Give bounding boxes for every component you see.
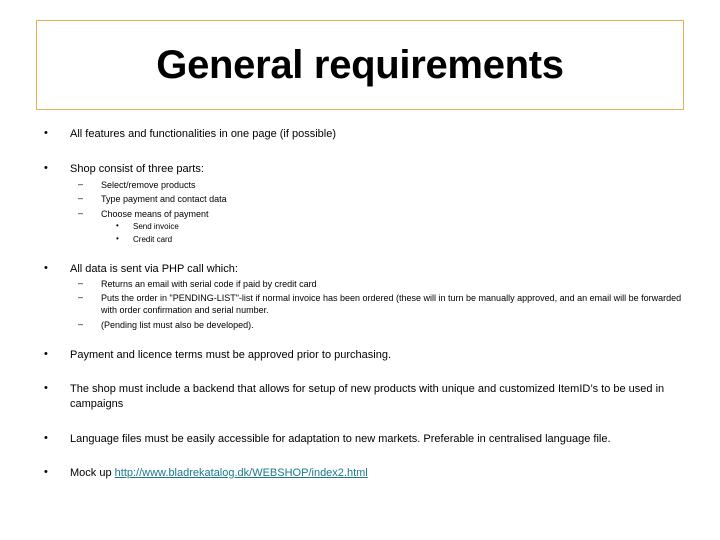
sub-sub-item: Send invoice	[133, 222, 179, 231]
bullet-marker: •	[44, 466, 48, 478]
bullet-marker: •	[44, 162, 48, 174]
sub-sub-item: Credit card	[133, 235, 173, 244]
title-box	[36, 20, 684, 110]
sub-item: Puts the order in "PENDING-LIST"-list if normal invoice has been ordered (these will in turn be manually approved, and an email will be forwarded with order confirmation and serial number.	[101, 293, 682, 315]
dash-marker: –	[78, 193, 84, 203]
bullet-item: All features and functionalities in one page (if possible)	[70, 128, 336, 140]
bullet-marker: •	[116, 234, 119, 243]
bullet-marker: •	[116, 221, 119, 230]
bullet-marker: •	[44, 348, 48, 360]
bullet-marker: •	[44, 127, 48, 139]
dash-marker: –	[78, 292, 84, 302]
dash-marker: –	[78, 179, 84, 189]
mockup-label: Mock up	[70, 467, 112, 479]
bullet-item-mockup	[70, 466, 368, 481]
mockup-link[interactable]: http://www.bladrekatalog.dk/WEBSHOP/index2.html	[114, 467, 368, 479]
dash-marker: –	[78, 208, 84, 218]
bullet-marker: •	[44, 382, 48, 394]
bullet-item: The shop must include a backend that allows for setup of new products with unique and customized ItemID’s to be used in campaigns	[70, 383, 665, 410]
bullet-item: All data is sent via PHP call which:	[70, 263, 238, 275]
slide-title: General requirements	[156, 42, 564, 87]
bullet-marker: •	[44, 432, 48, 444]
sub-item: Choose means of payment	[101, 209, 209, 219]
bullet-marker: •	[44, 262, 48, 274]
sub-item: (Pending list must also be developed).	[101, 320, 254, 330]
bullet-item: Language files must be easily accessible for adaptation to new markets. Preferable in centralised language file.	[70, 433, 611, 445]
bullet-item: Payment and licence terms must be approved prior to purchasing.	[70, 349, 391, 361]
sub-item: Returns an email with serial code if paid by credit card	[101, 279, 317, 289]
dash-marker: –	[78, 278, 84, 288]
dash-marker: –	[78, 319, 84, 329]
sub-item: Type payment and contact data	[101, 194, 227, 204]
sub-item: Select/remove products	[101, 180, 196, 190]
bullet-item: Shop consist of three parts:	[70, 163, 204, 175]
